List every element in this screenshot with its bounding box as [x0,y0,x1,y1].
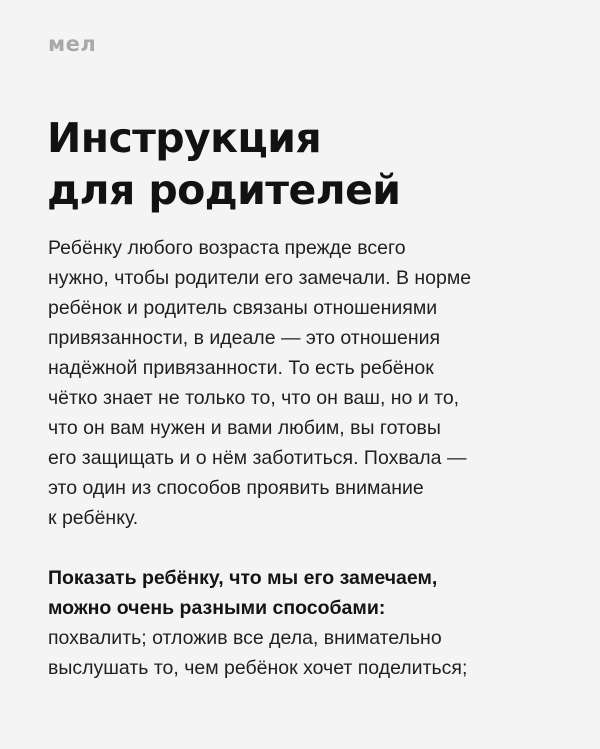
page-title [47,112,400,216]
text-line: его защищать и о нём заботиться. Похвала — [48,447,467,469]
article-body [48,233,558,683]
text-line: к ребёнку. [48,507,139,529]
text-line: нужно, чтобы родители его замечали. В норме [48,267,472,289]
text-line: чётко знает не только то, что он ваш, но и то, [48,387,460,409]
bold-text-line: можно очень разными способами: [48,597,386,619]
methods-paragraph [48,563,558,683]
text-line: выслушать то, чем ребёнок хочет поделиться; [48,657,468,679]
text-line: что он вам нужен и вами любим, вы готовы [48,417,441,439]
brand-logo: мел [48,32,97,56]
text-line: похвалить; отложив все дела, внимательно [48,627,442,649]
text-line: привязанности, в идеале — это отношения [48,327,441,349]
text-line: надёжной привязанности. То есть ребёнок [48,357,434,379]
title-line: для родителей [47,166,401,214]
title-line: Инструкция [47,114,322,162]
text-line: Ребёнку любого возраста прежде всего [48,237,406,259]
text-line: ребёнок и родитель связаны отношениями [48,297,438,319]
intro-paragraph [48,233,558,533]
bold-text-line: Показать ребёнку, что мы его замечаем, [48,567,438,589]
text-line: это один из способов проявить внимание [48,477,424,499]
